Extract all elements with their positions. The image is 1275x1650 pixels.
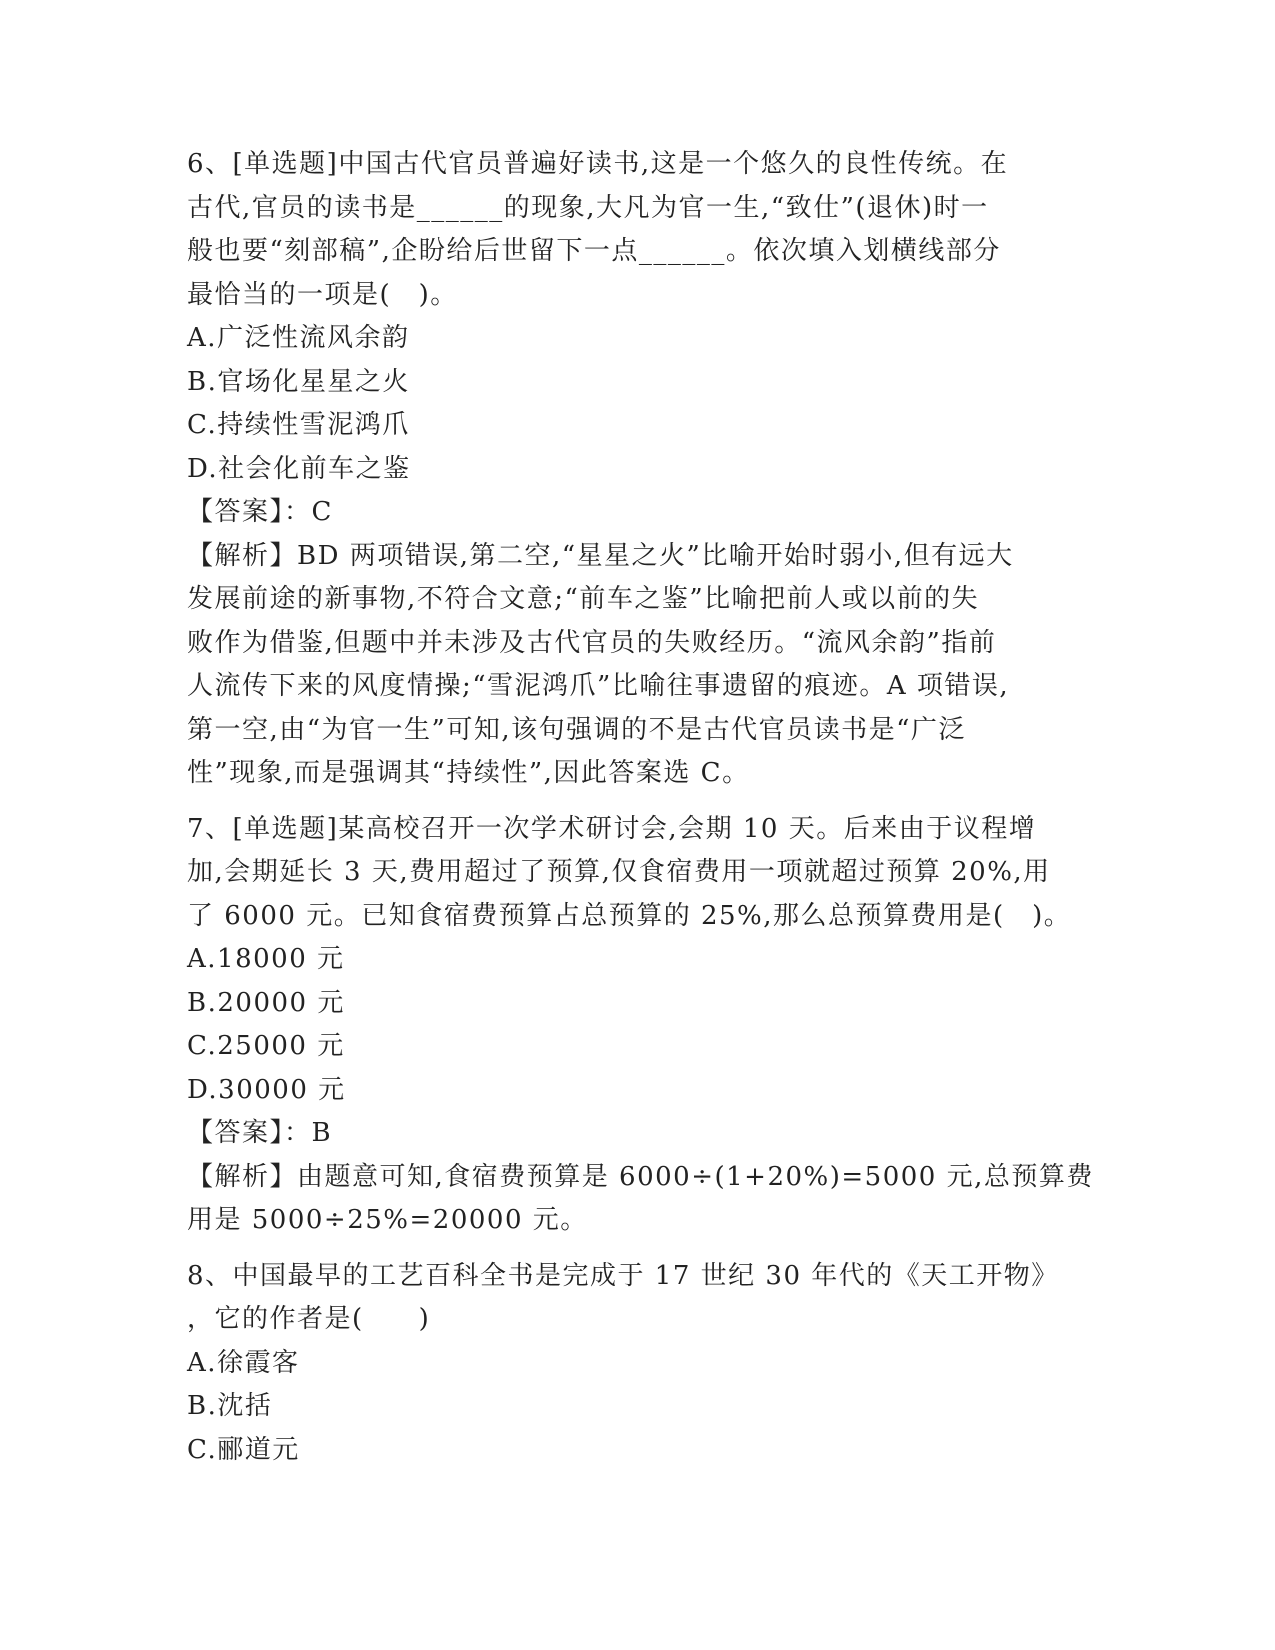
question-6-analysis-line-4: 人流传下来的风度情操;“雪泥鸿爪”比喻往事遗留的痕迹。A 项错误, (187, 671, 1010, 701)
question-6-stem-line-2: 古代,官员的读书是______的现象,大凡为官一生,“致仕”(退休)时一 (187, 192, 989, 223)
question-8-stem-line-2: ，它的作者是( ) (187, 1304, 431, 1334)
question-8-stem-line-1: 8、中国最早的工艺百科全书是完成于 17 世纪 30 年代的《天工开物》 (187, 1260, 1059, 1291)
question-6-stem-line-4: 最恰当的一项是( )。 (187, 279, 458, 310)
question-6 (187, 143, 1087, 796)
question-6-option-c: C.持续性雪泥鸿爪 (187, 410, 410, 440)
question-7-option-b: B.20000 元 (187, 987, 345, 1018)
question-7-analysis-line-1: 【解析】由题意可知,食宿费预算是 6000÷(1+20%)=5000 元,总预算费 (187, 1161, 1094, 1192)
question-7 (187, 808, 1094, 1243)
question-7-analysis-line-2: 用是 5000÷25%=20000 元。 (187, 1205, 588, 1235)
question-7-option-d: D.30000 元 (187, 1074, 346, 1105)
question-8 (187, 1255, 1087, 1473)
question-6-analysis-line-6: 性”现象,而是强调其“持续性”,因此答案选 C。 (187, 758, 750, 788)
question-6-analysis-line-3: 败作为借鉴,但题中并未涉及古代官员的失败经历。“流风余韵”指前 (187, 627, 997, 658)
question-6-option-b: B.官场化星星之火 (187, 366, 410, 397)
question-7-stem-line-2: 加,会期延长 3 天,费用超过了预算,仅食宿费用一项就超过预算 20%,用 (187, 857, 1051, 887)
question-8-option-b: B.沈括 (187, 1391, 273, 1421)
question-6-stem-line-1: 6、[单选题]中国古代官员普遍好读书,这是一个悠久的良性传统。在 (187, 149, 1009, 179)
question-6-analysis-line-1: 【解析】BD 两项错误,第二空,“星星之火”比喻开始时弱小,但有远大 (187, 540, 1014, 571)
question-6-option-a: A.广泛性流风余韵 (187, 323, 410, 353)
question-6-analysis-line-2: 发展前途的新事物,不符合文意;“前车之鉴”比喻把前人或以前的失 (187, 584, 980, 614)
question-6-answer: 【答案】：C (187, 497, 333, 527)
question-7-stem-line-3: 了 6000 元。已知食宿费预算占总预算的 25%,那么总预算费用是( )。 (187, 900, 1072, 931)
question-7-answer: 【答案】：B (187, 1118, 333, 1148)
question-8-option-c: C.郦道元 (187, 1434, 300, 1465)
question-7-stem-line-1: 7、[单选题]某高校召开一次学术研讨会,会期 10 天。后来由于议程增 (187, 813, 1037, 844)
question-6-stem-line-3: 般也要“刻部稿”,企盼给后世留下一点______。依次填入划横线部分 (187, 236, 1001, 266)
question-7-option-a: A.18000 元 (187, 944, 345, 974)
question-6-option-d: D.社会化前车之鉴 (187, 453, 411, 484)
question-7-option-c: C.25000 元 (187, 1031, 345, 1061)
question-6-analysis-line-5: 第一空,由“为官一生”可知,该句强调的不是古代官员读书是“广泛 (187, 714, 966, 745)
question-8-option-a: A.徐霞客 (187, 1347, 300, 1378)
document-page (187, 143, 1094, 1472)
